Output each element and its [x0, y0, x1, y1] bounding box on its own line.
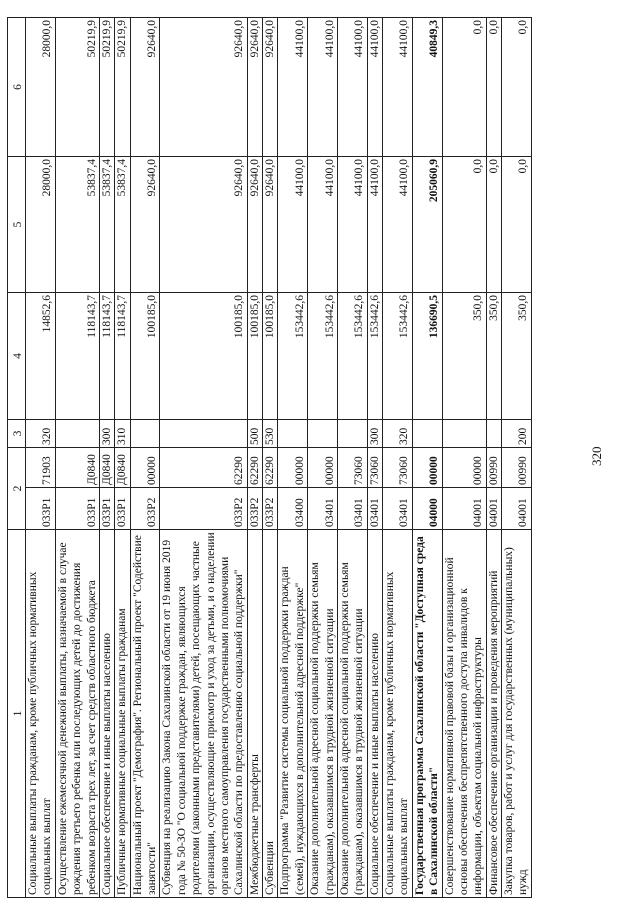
- row-value-col6: 92640,0: [130, 18, 160, 157]
- row-csr-program: 04000: [412, 488, 442, 530]
- row-csr-program: 033P1: [55, 488, 99, 530]
- row-value-col5: 53837,4: [55, 157, 99, 293]
- table-row: [115, 18, 130, 898]
- row-value-col4: 100185,0: [263, 293, 278, 420]
- header-col-3: 3: [8, 420, 26, 448]
- row-name: Субвенции: [263, 530, 278, 898]
- row-name: Закупка товаров, работ и услуг для государственных (муниципальных) нужд: [502, 530, 532, 898]
- row-csr-direction: Д0840: [115, 448, 130, 488]
- row-value-col6: 50219,9: [55, 18, 99, 157]
- header-col-2: 2: [8, 448, 26, 530]
- row-expense-type: [486, 420, 501, 448]
- row-expense-type: 500: [247, 420, 262, 448]
- row-value-col5: 0,0: [442, 157, 486, 293]
- row-value-col5: 44100,0: [367, 157, 382, 293]
- row-name: Подпрограмма "Развитие системы социальной поддержки граждан (семей), нуждающихся в дополнительной адресной поддержке": [278, 530, 308, 898]
- row-value-col6: 44100,0: [367, 18, 382, 157]
- table-body: [26, 18, 532, 898]
- header-col-5: 5: [8, 157, 26, 293]
- row-name: Публичные нормативные социальные выплаты гражданам: [115, 530, 130, 898]
- row-expense-type: [55, 420, 99, 448]
- header-col-1: 1: [8, 530, 26, 898]
- row-name: Государственная программа Сахалинской области "Доступная среда в Сахалинской области": [412, 530, 442, 898]
- row-value-col5: 0,0: [486, 157, 501, 293]
- row-csr-direction: Д0840: [99, 448, 114, 488]
- row-value-col5: 92640,0: [247, 157, 262, 293]
- row-value-col4: 14852,6: [26, 293, 56, 420]
- row-value-col4: 153442,6: [278, 293, 308, 420]
- row-csr-program: 033P1: [26, 488, 56, 530]
- row-value-col6: 50219,9: [99, 18, 114, 157]
- row-value-col6: 44100,0: [383, 18, 413, 157]
- row-value-col5: 44100,0: [383, 157, 413, 293]
- table-row: [486, 18, 501, 898]
- table-row: [160, 18, 247, 898]
- row-csr-direction: 00000: [308, 448, 338, 488]
- row-value-col5: 28000,0: [26, 157, 56, 293]
- row-csr-direction: 73060: [337, 448, 367, 488]
- row-value-col4: 100185,0: [160, 293, 247, 420]
- row-csr-program: 03401: [308, 488, 338, 530]
- row-csr-program: 033P1: [99, 488, 114, 530]
- row-csr-program: 033P2: [263, 488, 278, 530]
- table-row: [130, 18, 160, 898]
- row-value-col4: 153442,6: [367, 293, 382, 420]
- row-value-col5: 53837,4: [99, 157, 114, 293]
- row-expense-type: [442, 420, 486, 448]
- row-expense-type: 300: [99, 420, 114, 448]
- table-row: [278, 18, 308, 898]
- row-expense-type: 200: [502, 420, 532, 448]
- row-value-col6: 0,0: [442, 18, 486, 157]
- row-csr-direction: Д0840: [55, 448, 99, 488]
- row-expense-type: 320: [26, 420, 56, 448]
- row-value-col5: 92640,0: [130, 157, 160, 293]
- row-csr-direction: 62290: [160, 448, 247, 488]
- row-expense-type: 530: [263, 420, 278, 448]
- row-csr-program: 03401: [337, 488, 367, 530]
- row-value-col4: 118143,7: [99, 293, 114, 420]
- row-value-col5: 0,0: [502, 157, 532, 293]
- table-row: [367, 18, 382, 898]
- row-csr-direction: 62290: [263, 448, 278, 488]
- row-expense-type: [160, 420, 247, 448]
- row-value-col4: 350,0: [502, 293, 532, 420]
- row-value-col4: 136690,5: [412, 293, 442, 420]
- row-name: Межбюджетные трансферты: [247, 530, 262, 898]
- row-value-col6: 44100,0: [337, 18, 367, 157]
- row-csr-program: 033P2: [130, 488, 160, 530]
- row-value-col6: 44100,0: [308, 18, 338, 157]
- row-csr-program: 04001: [486, 488, 501, 530]
- row-csr-direction: 71903: [26, 448, 56, 488]
- row-name: Социальное обеспечение и иные выплаты населению: [367, 530, 382, 898]
- row-value-col5: 205060,9: [412, 157, 442, 293]
- row-value-col5: 53837,4: [115, 157, 130, 293]
- row-csr-program: 033P1: [115, 488, 130, 530]
- table-row: [55, 18, 99, 898]
- table-row: [412, 18, 442, 898]
- row-name: Оказание дополнительной адресной социальной поддержки семьям (гражданам), оказавшимся в трудной жизненной ситуации: [337, 530, 367, 898]
- table-row: [99, 18, 114, 898]
- row-csr-program: 03401: [383, 488, 413, 530]
- row-value-col6: 50219,9: [115, 18, 130, 157]
- row-value-col4: 153442,6: [308, 293, 338, 420]
- row-value-col5: 92640,0: [263, 157, 278, 293]
- table-row: [247, 18, 262, 898]
- row-value-col6: 92640,0: [247, 18, 262, 157]
- table-row: [502, 18, 532, 898]
- header-col-6: 6: [8, 18, 26, 157]
- row-value-col5: 44100,0: [308, 157, 338, 293]
- header-row: [8, 18, 26, 898]
- row-csr-direction: 00000: [412, 448, 442, 488]
- row-csr-program: 03401: [367, 488, 382, 530]
- row-value-col5: 44100,0: [278, 157, 308, 293]
- row-csr-direction: 62290: [247, 448, 262, 488]
- row-name: Социальное обеспечение и иные выплаты населению: [99, 530, 114, 898]
- budget-table: [7, 17, 532, 898]
- header-col-4: 4: [8, 293, 26, 420]
- row-value-col4: 118143,7: [55, 293, 99, 420]
- row-expense-type: 300: [367, 420, 382, 448]
- row-csr-program: 03400: [278, 488, 308, 530]
- row-value-col4: 100185,0: [130, 293, 160, 420]
- row-expense-type: [278, 420, 308, 448]
- page-number: 320: [589, 446, 604, 466]
- row-value-col4: 100185,0: [247, 293, 262, 420]
- row-csr-program: 033P2: [160, 488, 247, 530]
- row-name: Оказание дополнительной адресной социальной поддержки семьям (гражданам), оказавшимся в трудной жизненной ситуации: [308, 530, 338, 898]
- row-value-col5: 92640,0: [160, 157, 247, 293]
- table-row: [442, 18, 486, 898]
- row-name: Осуществление ежемесячной денежной выплаты, назначаемой в случае рождения третьего ребенка или последующих детей до достижения ребенком возраста трех лет, за счет средств областного бюджета: [55, 530, 99, 898]
- row-value-col5: 44100,0: [337, 157, 367, 293]
- row-name: Национальный проект "Демография". Региональный проект "Содействие занятости": [130, 530, 160, 898]
- row-csr-direction: 00990: [486, 448, 501, 488]
- row-name: Финансовое обеспечение организации и проведения мероприятий: [486, 530, 501, 898]
- row-expense-type: 320: [383, 420, 413, 448]
- row-value-col6: 0,0: [502, 18, 532, 157]
- row-csr-program: 04001: [442, 488, 486, 530]
- row-name: Субвенция на реализацию Закона Сахалинской области от 19 июня 2019 года № 50-ЗО "О социальной поддержке граждан, являющихся родителями (законными представителями) детей, посещающих частные организации, осуществляющие присмотр и уход за детьми, и о наделении органов местного самоуправления государственными полномочиями Сахалинской области по предоставлению социальной поддержки": [160, 530, 247, 898]
- row-csr-direction: 00000: [130, 448, 160, 488]
- row-value-col4: 153442,6: [383, 293, 413, 420]
- table-row: [308, 18, 338, 898]
- row-csr-direction: 00000: [442, 448, 486, 488]
- row-value-col6: 0,0: [486, 18, 501, 157]
- row-value-col4: 118143,7: [115, 293, 130, 420]
- row-csr-direction: 00000: [278, 448, 308, 488]
- row-csr-direction: 00990: [502, 448, 532, 488]
- row-name: Социальные выплаты гражданам, кроме публичных нормативных социальных выплат: [383, 530, 413, 898]
- row-value-col4: 153442,6: [337, 293, 367, 420]
- row-expense-type: [130, 420, 160, 448]
- row-value-col6: 92640,0: [263, 18, 278, 157]
- row-expense-type: [337, 420, 367, 448]
- row-expense-type: 310: [115, 420, 130, 448]
- table-row: [337, 18, 367, 898]
- row-csr-direction: 73060: [367, 448, 382, 488]
- row-value-col6: 40849,3: [412, 18, 442, 157]
- rotated-page: [7, 18, 607, 898]
- row-value-col6: 28000,0: [26, 18, 56, 157]
- row-csr-program: 04001: [502, 488, 532, 530]
- table-row: [263, 18, 278, 898]
- row-value-col6: 92640,0: [160, 18, 247, 157]
- table-row: [383, 18, 413, 898]
- row-expense-type: [308, 420, 338, 448]
- table-row: [26, 18, 56, 898]
- row-csr-direction: 73060: [383, 448, 413, 488]
- row-value-col4: 350,0: [442, 293, 486, 420]
- row-csr-program: 033P2: [247, 488, 262, 530]
- row-name: Социальные выплаты гражданам, кроме публичных нормативных социальных выплат: [26, 530, 56, 898]
- row-expense-type: [412, 420, 442, 448]
- row-value-col6: 44100,0: [278, 18, 308, 157]
- row-name: Совершенствование нормативной правовой базы и организационной основы обеспечения беспрепятственного доступа инвалидов к информации, объектам социальной инфраструктуры: [442, 530, 486, 898]
- row-value-col4: 350,0: [486, 293, 501, 420]
